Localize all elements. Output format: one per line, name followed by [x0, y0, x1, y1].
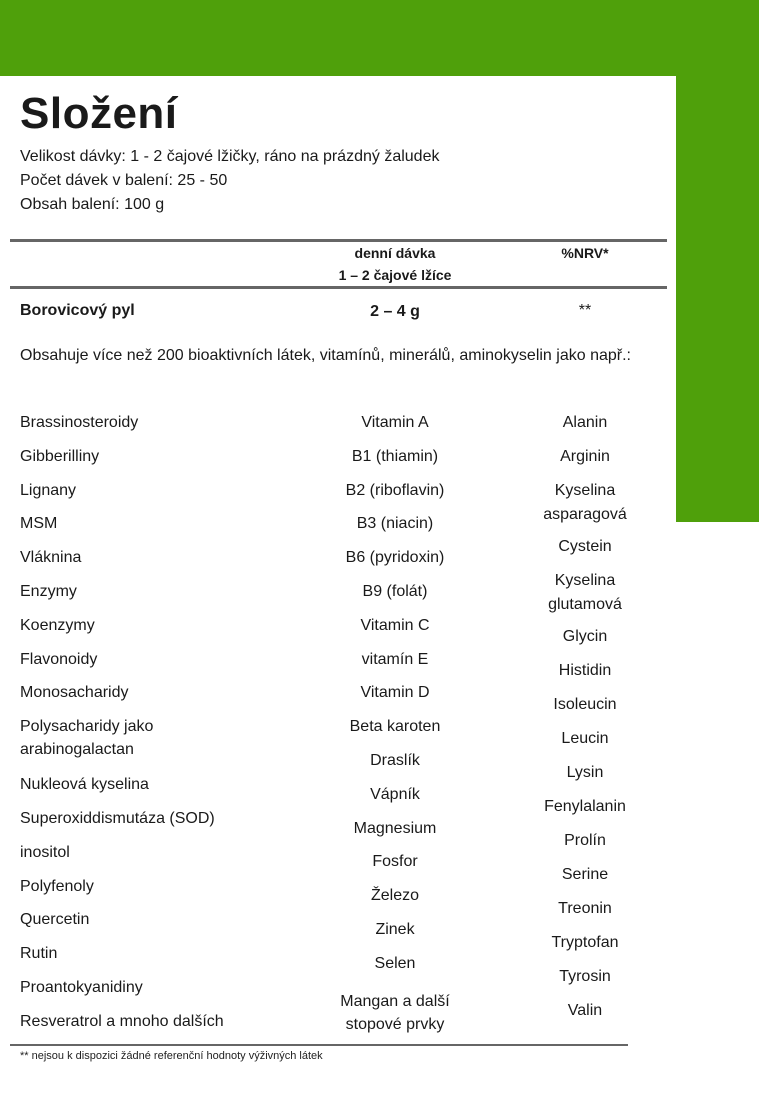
list-item: Beta karoten — [349, 718, 441, 736]
list-item: Zinek — [375, 920, 415, 938]
list-item: Kyselina asparagová — [543, 482, 627, 523]
product-name: Borovicový pyl — [20, 302, 135, 319]
list-item: Magnesium — [353, 819, 437, 837]
list-item: Železo — [370, 887, 420, 905]
dose-header-line1: denní dávka — [354, 245, 436, 261]
list-item: Koenzymy — [20, 616, 95, 634]
list-item: Prolín — [564, 832, 606, 849]
product-nrv: ** — [578, 302, 592, 319]
list-item: Vitamin A — [361, 414, 429, 431]
list-item: Vitamin D — [360, 684, 430, 702]
list-item: Superoxiddismutáza (SOD) — [20, 809, 215, 827]
list-item: Cystein — [558, 538, 612, 555]
list-item: Gibberilliny — [20, 447, 100, 465]
list-item: Polyfenoly — [20, 877, 94, 895]
list-item: B1 (thiamin) — [351, 447, 439, 465]
list-item: Fosfor — [372, 853, 418, 871]
list-item: Lysin — [566, 764, 604, 781]
list-item: Flavonoidy — [20, 650, 98, 668]
footnote: ** nejsou k dispozici žádné referenční hodnoty výživných látek — [20, 1050, 323, 1062]
list-item: vitamín E — [361, 650, 429, 668]
table-bottom-rule — [10, 1044, 628, 1046]
list-item: MSM — [20, 515, 58, 533]
list-item: Enzymy — [20, 582, 77, 600]
list-item: Kyselina glutamová — [548, 572, 622, 613]
header-bottom-rule — [10, 286, 667, 289]
servings-per-pack: Počet dávek v balení: 25 - 50 — [20, 172, 228, 189]
list-item: Mangan a další stopové prvky — [340, 992, 450, 1033]
amino-acids-list — [520, 411, 650, 1033]
list-item: Valin — [567, 1002, 603, 1019]
list-item: Brassinosteroidy — [20, 414, 139, 431]
list-item: Vápník — [370, 785, 420, 803]
list-item: Alanin — [562, 414, 608, 431]
list-item: Polysacharidy jako arabinogalactan — [20, 718, 154, 759]
list-item: Histidin — [558, 662, 612, 679]
list-item: B9 (folát) — [362, 582, 428, 600]
bioactive-list — [20, 411, 320, 1044]
list-item: Proantokyanidiny — [20, 978, 143, 996]
list-item: Arginin — [560, 448, 610, 465]
intro-text: Obsahuje více než 200 bioaktivních látek, vitamínů, minerálů, aminokyselin jako např.: — [20, 347, 631, 364]
list-item: Leucin — [561, 730, 609, 747]
list-item: Nukleová kyselina — [20, 776, 149, 794]
list-item: inositol — [20, 843, 70, 861]
list-item: Rutin — [20, 945, 58, 963]
list-item: Tyrosin — [559, 968, 611, 985]
nrv-header: %NRV* — [561, 245, 609, 261]
list-item: B2 (riboflavin) — [345, 481, 445, 499]
list-item: Vitamin C — [360, 616, 430, 634]
list-item: Resveratrol a mnoho dalších — [20, 1012, 224, 1030]
list-item: Tryptofan — [551, 934, 619, 951]
dose-header-line2: 1 – 2 čajové lžíce — [338, 267, 452, 283]
list-item: Glycin — [562, 628, 608, 645]
list-item: Monosacharidy — [20, 684, 129, 702]
list-item: Draslík — [370, 751, 420, 769]
list-item: Serine — [561, 866, 609, 883]
pack-content: Obsah balení: 100 g — [20, 196, 165, 213]
list-item: Selen — [374, 954, 416, 972]
list-item: Fenylalanin — [544, 798, 626, 815]
page-title: Složení — [20, 89, 178, 138]
green-banner-top — [0, 0, 759, 76]
vitamins-minerals-list — [320, 411, 470, 1033]
list-item: Isoleucin — [553, 696, 617, 713]
green-banner-side — [676, 0, 759, 522]
list-item: Quercetin — [20, 911, 90, 929]
product-amount: 2 – 4 g — [370, 303, 420, 320]
list-item: Vláknina — [20, 549, 82, 567]
list-item: B6 (pyridoxin) — [345, 549, 445, 567]
serving-size: Velikost dávky: 1 - 2 čajové lžičky, ráno na prázdný žaludek — [20, 148, 440, 165]
list-item: Lignany — [20, 481, 77, 499]
list-item: Treonin — [558, 900, 612, 917]
list-item: B3 (niacin) — [356, 515, 434, 533]
